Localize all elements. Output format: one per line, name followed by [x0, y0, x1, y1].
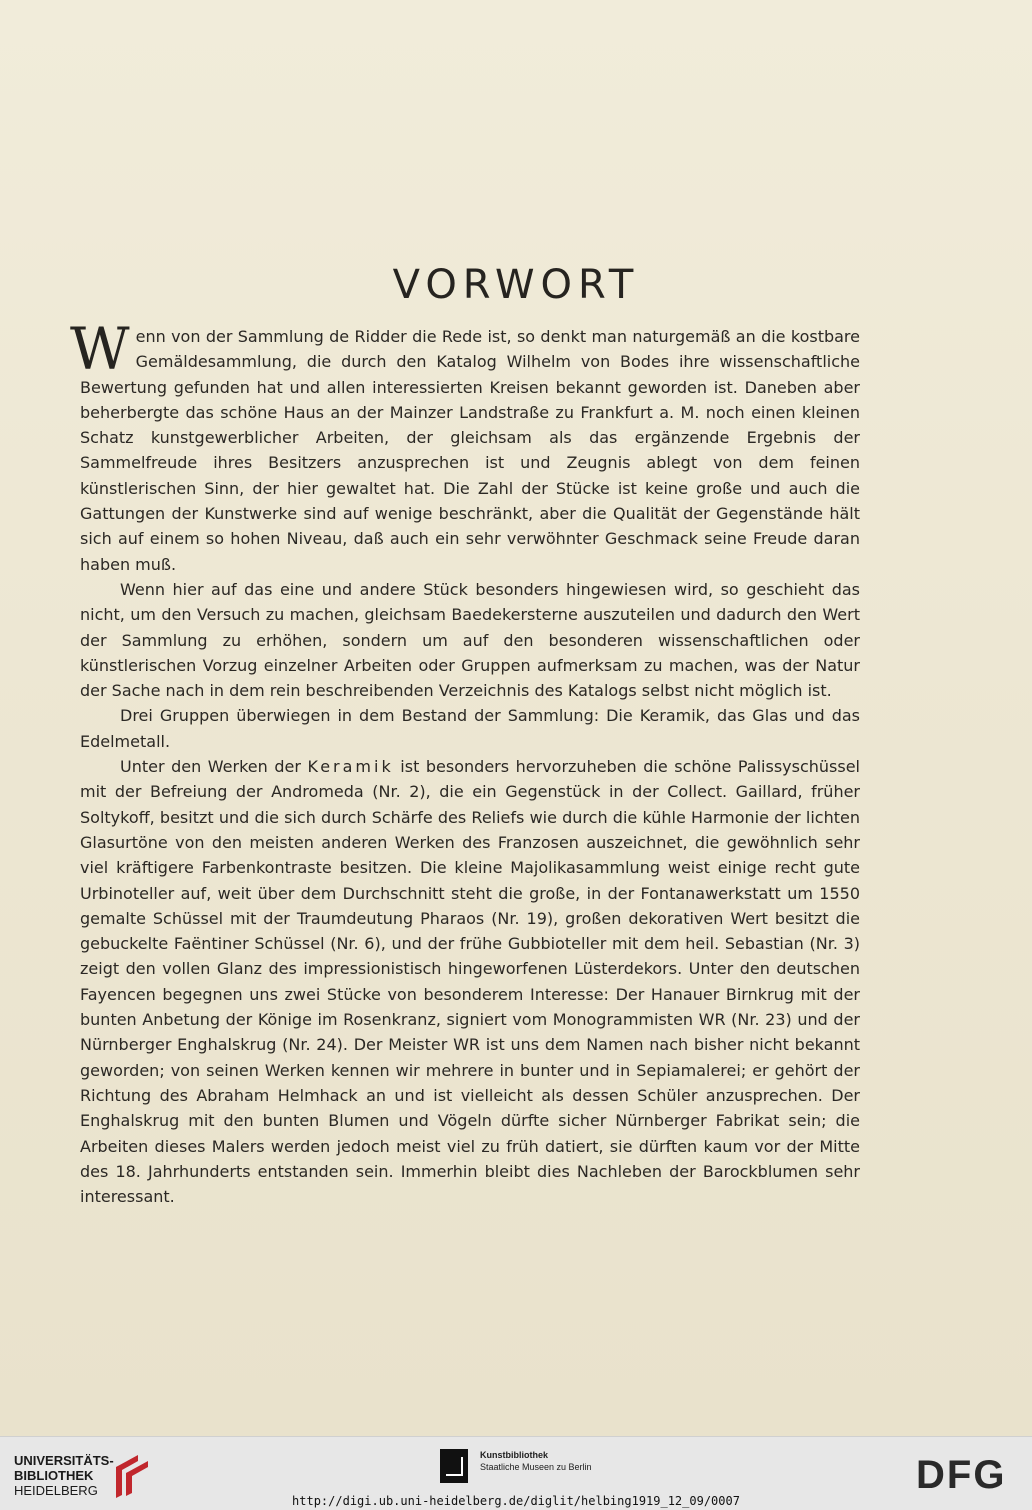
kunstbibliothek-mark-icon: [440, 1449, 468, 1483]
page-title: VORWORT: [392, 262, 640, 308]
drop-cap: W: [70, 315, 130, 383]
body-text: [70, 315, 861, 1209]
paragraph-2: Wenn hier auf das eine und andere Stück besonders hingewiesen wird, so geschieht das nicht, um den Versuch zu machen, gleichsam Baedekersterne auszuteilen und dadurch den Wert der Sammlung zu erhöhen, sondern um auf den besonderen wissenschaftlichen oder künstlerischen Vorzug einzelner Arbeiten oder Gruppen aufmerksam zu machen, was der Natur der Sache nach in dem rein beschreibenden Verzeichnis des Katalogs selbst nicht möglich ist.: [80, 579, 860, 701]
kb-line-1: Kunstbibliothek: [480, 1450, 548, 1460]
paragraph-4-text: ist besonders hervorzuheben die schöne Palissyschüssel mit der Befreiung der Andromeda (Nr. 2), die ein Gegenstück in der Collect. Gaillard, früher Soltykoff, besitzt und die sich durch Schärfe des Reliefs wie durch die kühle Harmonie der lichten Glasurtöne von den meisten anderen Werken des Franzosen auszeichnet, die gewöhnlich sehr viel kräftigere Farbenkontraste besitzen. Die kleine Majolikasammlung weist einige recht gute Urbinoteller auf, weit über dem Durchschnitt steht die große, in der Fontanawerkstatt um 1550 gemalte Schüssel mit der Traumdeutung Pharaos (Nr. 19), großen dekorativen Wert besitzt die gebuckelte Faëntiner Schüssel (Nr. 6), und der frühe Gubbioteller mit dem heil. Sebastian (Nr. 3) zeigt den vollen Glanz des impressionistisch hingeworfenen Lüsterdekors. Unter den deutschen Fayencen begegnen uns zwei Stücke von besonderem Interesse: Der Hanauer Birnkrug mit der bunten Anbetung der Könige im Rosenkranz, signiert vom Monogrammisten WR (Nr. 23) und der Nürnberger Enghalskrug (Nr. 24). Der Meister WR ist uns dem Namen nach bisher nicht bekannt geworden; von seinen Werken kennen wir mehrere in bunter und in Sepiamalerei; er gehört der Richtung des Abraham Helmhack an und ist vielleicht als dessen Schüler anzusprechen. Der Enghalskrug mit den bunten Blumen und Vögeln dürfte sicher Nürnberger Fabrikat sein; die Arbeiten dieses Malers werden jedoch meist viel zu früh datiert, sie dürften kaum vor der Mitte des 18. Jahrhunderts entstanden sein. Immerhin bleibt dies Nachleben der Barockblumen sehr interessant.: [80, 757, 861, 1207]
paragraph-4-start: Unter den Werken der: [120, 757, 301, 777]
paragraph-1-text: enn von der Sammlung de Ridder die Rede ist, so denkt man naturgemäß an die kostbare Gemäldesammlung, die durch den Katalog Wilhelm von Bodes ihre wissenschaftliche Bewertung gefunden hat und allen interessierten Kreisen bekannt geworden ist. Daneben aber beherbergte das schöne Haus an der Mainzer Landstraße zu Frankfurt a. M. noch einen kleinen Schatz kunstgewerblicher Arbeiten, der gleichsam als das ergänzende Ergebnis der Sammelfreude ihres Besitzers anzusprechen ist und Zeugnis ablegt von dem feinen künstlerischen Sinn, der hier gewaltet hat. Die Zahl der Stücke ist keine große und auch die Gattungen der Kunstwerke sind auf wenige beschränkt, aber die Qualität der Gegenstände hält sich auf einem so hohen Niveau, daß auch ein sehr verwöhnter Geschmack seine Freude daran haben muß.: [80, 327, 860, 574]
kb-line-2: Staatliche Museen zu Berlin: [480, 1462, 592, 1472]
permalink-url[interactable]: http://digi.ub.uni-heidelberg.de/diglit/helbing1919_12_09/0007: [292, 1494, 740, 1508]
ub-logo-text: [14, 1453, 114, 1498]
paragraph-3: Drei Gruppen überwiegen in dem Bestand der Sammlung: Die Keramik, das Glas und das Edelmetall.: [80, 706, 860, 751]
ub-line-2: BIBLIOTHEK: [14, 1468, 94, 1483]
dfg-logo[interactable]: DFG: [916, 1453, 1007, 1497]
ub-line-1: UNIVERSITÄTS-: [14, 1453, 114, 1468]
viewer-footer: [0, 1436, 1032, 1510]
keramik-term: Keramik: [307, 757, 394, 777]
paragraph-4: [80, 754, 860, 1209]
ub-line-3: HEIDELBERG: [14, 1483, 98, 1498]
paragraph-1: [70, 315, 860, 577]
kunstbibliothek-text: [480, 1449, 620, 1473]
